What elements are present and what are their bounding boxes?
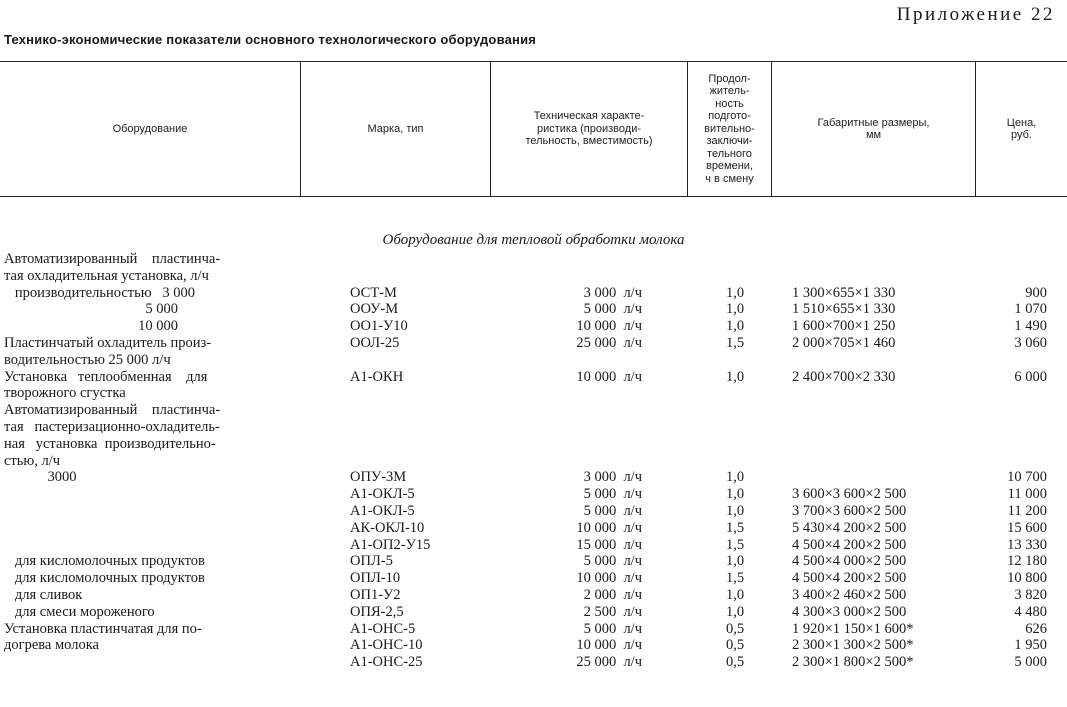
dimensions-cell: 3 600×3 600×2 500 [792, 486, 907, 503]
dimensions-cell: 1 510×655×1 330 [792, 301, 896, 318]
spec-cell: 5 000 л/ч [583, 503, 642, 519]
model-cell: ОПЯ-2,5 [350, 603, 404, 620]
model-cell: ОПЛ-10 [350, 570, 401, 587]
spec-cell: 10 000 л/ч [576, 570, 642, 587]
price-cell: 1 950 [1014, 637, 1047, 654]
equipment-name-line: стью, л/ч [4, 452, 61, 469]
equipment-name-line: Установка пластинчатая для по- [4, 620, 202, 637]
equipment-name-line: 3000 [4, 469, 77, 486]
spec-cell: 10 000 л/ч [576, 368, 642, 385]
duration-cell: 1,0 [726, 486, 745, 503]
spec-cell: 2 500 л/ч [583, 603, 642, 620]
equipment-name-line: для сливок [4, 587, 83, 603]
duration-cell: 1,0 [726, 469, 745, 486]
equipment-name-line: Установка теплообменная для [4, 368, 208, 385]
price-cell: 4 480 [1014, 603, 1047, 620]
duration-cell: 1,0 [726, 318, 745, 335]
table-title: Технико-экономические показатели основного технологического оборудования [4, 32, 537, 47]
dimensions-cell: 2 300×1 800×2 500* [792, 654, 914, 671]
dimensions-cell: 3 400×2 460×2 500 [792, 587, 907, 603]
equipment-name-line: творожного сгустка [4, 385, 126, 402]
spec-cell: 10 000 л/ч [576, 519, 642, 536]
equipment-name-line: 10 000 [4, 318, 178, 335]
appendix-label: Приложение 22 [896, 4, 1055, 25]
duration-cell: 0,5 [726, 620, 745, 637]
equipment-name-line: водительностью 25 000 л/ч [4, 351, 171, 368]
duration-cell: 1,5 [726, 536, 745, 553]
spec-cell: 10 000 л/ч [576, 637, 642, 654]
price-cell: 626 [1025, 620, 1047, 637]
equipment-name-line: тая пастеризационно-охладитель- [4, 419, 220, 435]
dimensions-cell: 4 500×4 200×2 500 [792, 570, 907, 587]
price-cell: 15 600 [1007, 519, 1047, 536]
spec-cell: 25 000 л/ч [576, 335, 642, 351]
model-cell: ОСТ-М [350, 284, 397, 301]
price-cell: 3 060 [1014, 335, 1047, 351]
header-dimensions: Габаритные размеры, мм [817, 116, 930, 141]
equipment-name-line: для кисломолочных продуктов [4, 570, 205, 587]
equipment-name-line: Пластинчатый охладитель произ- [4, 335, 212, 351]
spec-cell: 5 000 л/ч [583, 620, 642, 637]
equipment-name-line: для кисломолочных продуктов [4, 553, 205, 570]
spec-cell: 10 000 л/ч [576, 318, 642, 335]
dimensions-cell: 4 300×3 000×2 500 [792, 603, 907, 620]
price-cell: 12 180 [1007, 553, 1047, 570]
header-price: Цена, руб. [1006, 116, 1037, 141]
spec-cell: 5 000 л/ч [583, 301, 642, 318]
price-cell: 10 800 [1007, 570, 1047, 587]
model-cell: А1-ОКЛ-5 [350, 486, 415, 503]
duration-cell: 0,5 [726, 637, 745, 654]
model-cell: А1-ОКЛ-5 [350, 503, 415, 519]
duration-cell: 0,5 [726, 654, 745, 671]
spec-cell: 5 000 л/ч [583, 553, 642, 570]
dimensions-cell: 1 600×700×1 250 [792, 318, 896, 335]
price-cell: 1 070 [1014, 301, 1047, 318]
equipment-name-line: догрева молока [4, 637, 99, 654]
price-cell: 11 200 [1007, 503, 1047, 519]
duration-cell: 1,5 [726, 519, 745, 536]
model-cell: ОПУ-3М [350, 469, 407, 486]
header-bottom-rule [0, 196, 1067, 197]
duration-cell: 1,5 [726, 335, 745, 351]
dimensions-cell: 4 500×4 000×2 500 [792, 553, 907, 570]
header-duration: Продол- житель- ность подгото- вительно- заключи- тельного времени, ч в смену [704, 72, 755, 185]
spec-cell: 2 000 л/ч [583, 587, 642, 603]
price-cell: 11 000 [1007, 486, 1047, 503]
price-cell: 3 820 [1014, 587, 1047, 603]
dimensions-cell: 4 500×4 200×2 500 [792, 536, 907, 553]
model-cell: АК-ОКЛ-10 [350, 519, 425, 536]
header-model: Марка, тип [367, 122, 424, 135]
spec-cell: 3 000 л/ч [583, 284, 642, 301]
duration-cell: 1,0 [726, 587, 745, 603]
section-title: Оборудование для тепловой обработки молока [382, 232, 685, 248]
header-equipment: Оборудование [112, 122, 188, 135]
dimensions-cell: 2 400×700×2 330 [792, 368, 896, 385]
spec-cell: 15 000 л/ч [576, 536, 642, 553]
model-cell: ООЛ-25 [350, 335, 400, 351]
model-cell: А1-ОНС-5 [350, 620, 416, 637]
equipment-name-line: производительностью 3 000 [4, 284, 196, 301]
model-cell: А1-ОКН [350, 368, 404, 385]
dimensions-cell: 1 300×655×1 330 [792, 284, 896, 301]
price-cell: 1 490 [1014, 318, 1047, 335]
duration-cell: 1,0 [726, 603, 745, 620]
duration-cell: 1,0 [726, 301, 745, 318]
dimensions-cell: 2 000×705×1 460 [792, 335, 896, 351]
dimensions-cell: 2 300×1 300×2 500* [792, 637, 914, 654]
duration-cell: 1,5 [726, 570, 745, 587]
dimensions-cell: 5 430×4 200×2 500 [792, 519, 907, 536]
spec-cell: 3 000 л/ч [583, 469, 642, 486]
model-cell: ОО1-У10 [350, 318, 408, 335]
model-cell: А1-ОП2-У15 [350, 536, 431, 553]
duration-cell: 1,0 [726, 368, 745, 385]
model-cell: А1-ОНС-25 [350, 654, 423, 671]
header-spec: Техническая характе- ристика (производи- тельность, вместимость) [525, 110, 653, 148]
price-cell: 5 000 [1014, 654, 1047, 671]
model-cell: А1-ОНС-10 [350, 637, 423, 654]
price-cell: 6 000 [1014, 368, 1047, 385]
model-cell: ОП1-У2 [350, 587, 401, 603]
spec-cell: 25 000 л/ч [576, 654, 642, 671]
equipment-name-line: для смеси мороженого [4, 603, 155, 620]
equipment-name-line: 5 000 [4, 301, 178, 318]
price-cell: 13 330 [1007, 536, 1047, 553]
duration-cell: 1,0 [726, 284, 745, 301]
dimensions-cell: 1 920×1 150×1 600* [792, 620, 914, 637]
equipment-name-line: Автоматизированный пластинча- [4, 402, 221, 419]
duration-cell: 1,0 [726, 503, 745, 519]
equipment-name-line: Автоматизированный пластинча- [4, 251, 221, 267]
dimensions-cell: 3 700×3 600×2 500 [792, 503, 907, 519]
equipment-name-line: ная установка производительно- [4, 435, 216, 452]
model-cell: ООУ-М [350, 301, 399, 318]
equipment-name-line: тая охладительная установка, л/ч [4, 267, 209, 284]
price-cell: 900 [1025, 284, 1047, 301]
duration-cell: 1,0 [726, 553, 745, 570]
price-cell: 10 700 [1007, 469, 1047, 486]
spec-cell: 5 000 л/ч [583, 486, 642, 503]
model-cell: ОПЛ-5 [350, 553, 393, 570]
